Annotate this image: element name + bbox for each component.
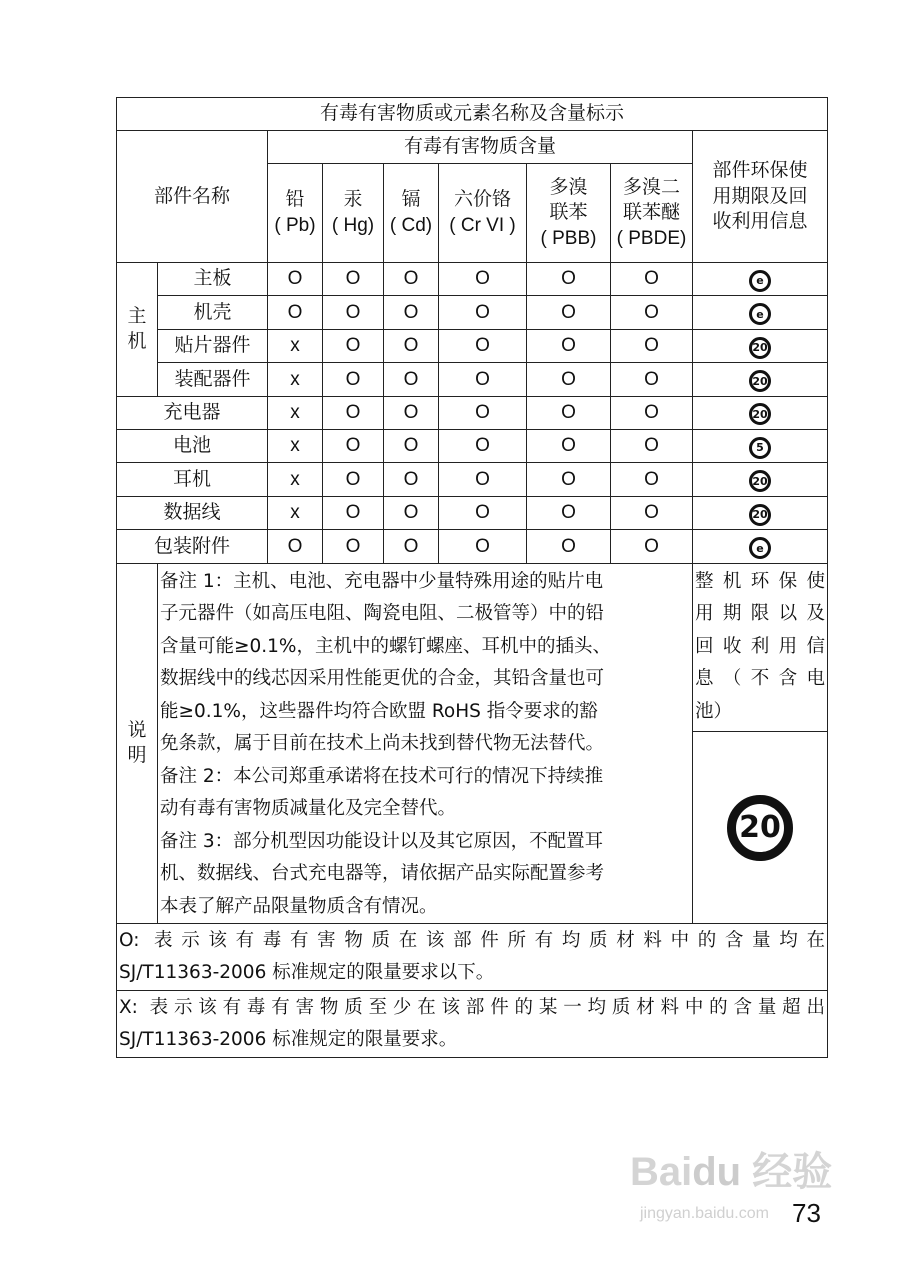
cell-line: 多溴二 bbox=[622, 175, 680, 198]
substance-header bbox=[527, 164, 611, 263]
env-note-line: 用期限以及 bbox=[695, 603, 825, 625]
substance-value: O bbox=[384, 530, 439, 563]
part-name: 主板 bbox=[158, 263, 268, 296]
env-icon-cell bbox=[693, 296, 828, 329]
substance-header bbox=[323, 164, 384, 263]
env-icon-cell bbox=[693, 329, 828, 362]
table-row bbox=[117, 496, 828, 529]
substance-value: O bbox=[323, 296, 384, 329]
substance-value: O bbox=[527, 329, 611, 362]
part-name-header: 部件名称 bbox=[117, 131, 268, 263]
substance-symbol: ( PBDE) bbox=[616, 227, 687, 249]
env-period-20-icon: 20 bbox=[749, 470, 771, 492]
group-label bbox=[117, 263, 158, 397]
substance-value: O bbox=[527, 496, 611, 529]
substance-value: O bbox=[611, 329, 693, 362]
cell-line: 明 bbox=[127, 744, 147, 767]
watermark-url: jingyan.baidu.com bbox=[640, 1205, 769, 1222]
substance-symbol: ( Pb) bbox=[274, 215, 316, 236]
cell-line: 联苯醚 bbox=[622, 201, 680, 224]
table-title: 有毒有害物质或元素名称及含量标示 bbox=[117, 98, 828, 131]
env-icon-cell bbox=[693, 396, 828, 429]
env-note-line: 池） bbox=[695, 700, 733, 722]
table-row bbox=[117, 530, 828, 563]
page-number: 73 bbox=[792, 1198, 821, 1228]
env-note-line: 回收利用信 bbox=[695, 635, 825, 657]
x-legend bbox=[117, 991, 828, 1058]
watermark-logo: Baidu 经验 bbox=[630, 1150, 833, 1194]
substance-value: O bbox=[384, 329, 439, 362]
substance-value: O bbox=[323, 329, 384, 362]
substance-value: O bbox=[611, 296, 693, 329]
substance-value: O bbox=[527, 263, 611, 296]
substance-value: O bbox=[323, 496, 384, 529]
content-group-header: 有毒有害物质含量 bbox=[268, 131, 693, 164]
note-line: 数据线中的线芯因采用性能更优的合金，其铅含量也可 bbox=[160, 668, 605, 690]
env-info-header bbox=[693, 131, 828, 263]
note-line: 备注 3：部分机型因功能设计以及其它原因，不配置耳 bbox=[160, 830, 604, 852]
table-row bbox=[117, 363, 828, 396]
note-line: 本表了解产品限量物质含有情况。 bbox=[160, 895, 438, 917]
substance-value: O bbox=[439, 263, 527, 296]
legend-line: O: 表示该有毒有害物质在该部件所有均质材料中的含量均在 bbox=[119, 930, 825, 952]
substance-value: O bbox=[527, 396, 611, 429]
substance-header bbox=[611, 164, 693, 263]
env-note-line: 息（不含电 bbox=[695, 668, 825, 690]
table-row bbox=[117, 463, 828, 496]
cell-line: 说 bbox=[127, 718, 147, 741]
env-period-20-icon: 20 bbox=[749, 504, 771, 526]
substance-header bbox=[439, 164, 527, 263]
substance-value: O bbox=[439, 396, 527, 429]
env-icon-cell bbox=[693, 429, 828, 462]
substance-value: O bbox=[384, 429, 439, 462]
substance-value: O bbox=[384, 463, 439, 496]
substance-value: O bbox=[527, 530, 611, 563]
substance-value: x bbox=[268, 463, 323, 496]
substance-value: O bbox=[611, 530, 693, 563]
cell-line: 联苯 bbox=[549, 201, 588, 224]
substance-value: O bbox=[323, 263, 384, 296]
substance-symbol: ( Hg) bbox=[331, 215, 375, 236]
substance-value: O bbox=[268, 296, 323, 329]
env-period-e-icon: e bbox=[749, 270, 771, 292]
note-line: 能≥0.1%，这些器件均符合欧盟 RoHS 指令要求的豁 bbox=[160, 700, 598, 722]
substance-symbol: ( Cr VI ) bbox=[449, 215, 516, 236]
table-row bbox=[117, 329, 828, 362]
substance-value: O bbox=[323, 429, 384, 462]
substance-value: O bbox=[527, 296, 611, 329]
substance-value: x bbox=[268, 329, 323, 362]
note-line: 子元器件（如高压电阻、陶瓷电阻、二极管等）中的铅 bbox=[160, 603, 605, 625]
part-name: 充电器 bbox=[117, 396, 268, 429]
substance-value: O bbox=[268, 263, 323, 296]
env-icon-cell bbox=[693, 363, 828, 396]
substance-value: O bbox=[527, 463, 611, 496]
env-period-e-icon: e bbox=[749, 303, 771, 325]
part-name: 数据线 bbox=[117, 496, 268, 529]
part-name: 贴片器件 bbox=[158, 329, 268, 362]
env-period-e-icon: e bbox=[749, 537, 771, 559]
note-line: 动有毒有害物质减量化及完全替代。 bbox=[160, 798, 457, 820]
hazardous-substance-table bbox=[116, 97, 828, 1058]
table-row bbox=[117, 296, 828, 329]
table-row bbox=[117, 429, 828, 462]
substance-value: O bbox=[527, 363, 611, 396]
part-name: 机壳 bbox=[158, 296, 268, 329]
env-period-20-icon: 20 bbox=[749, 403, 771, 425]
env-logo-cell bbox=[693, 732, 828, 924]
substance-value: O bbox=[611, 396, 693, 429]
notes-label bbox=[117, 563, 158, 924]
substance-value: O bbox=[611, 463, 693, 496]
cell-line: 多溴 bbox=[549, 175, 588, 198]
note-line: 备注 2：本公司郑重承诺将在技术可行的情况下持续推 bbox=[160, 765, 604, 787]
substance-value: O bbox=[384, 296, 439, 329]
legend-line: SJ/T11363-2006 标准规定的限量要求。 bbox=[119, 1029, 458, 1051]
substance-value: O bbox=[527, 429, 611, 462]
table-row bbox=[117, 263, 828, 296]
substance-value: x bbox=[268, 396, 323, 429]
env-icon-cell bbox=[693, 263, 828, 296]
substance-value: O bbox=[384, 496, 439, 529]
substance-value: O bbox=[611, 263, 693, 296]
substance-value: O bbox=[268, 530, 323, 563]
table-row bbox=[117, 396, 828, 429]
substance-header bbox=[384, 164, 439, 263]
env-period-20-icon: 20 bbox=[749, 370, 771, 392]
substance-value: O bbox=[439, 496, 527, 529]
substance-value: O bbox=[384, 263, 439, 296]
substance-value: x bbox=[268, 429, 323, 462]
env-info-line: 用期限及回 bbox=[712, 184, 808, 207]
note-line: 机、数据线、台式充电器等，请依据产品实际配置参考 bbox=[160, 863, 605, 885]
substance-value: O bbox=[384, 396, 439, 429]
substance-value: x bbox=[268, 496, 323, 529]
cell-line: 机 bbox=[127, 330, 147, 353]
env-info-line: 部件环保使 bbox=[712, 159, 808, 182]
legend-line: X: 表示该有毒有害物质至少在该部件的某一均质材料中的含量超出 bbox=[119, 997, 825, 1019]
note-line: 免条款，属于目前在技术上尚未找到替代物无法替代。 bbox=[160, 733, 605, 755]
substance-value: O bbox=[439, 363, 527, 396]
substance-value: O bbox=[439, 530, 527, 563]
substance-value: O bbox=[323, 363, 384, 396]
substance-symbol: ( PBB) bbox=[540, 227, 597, 249]
substance-value: O bbox=[439, 463, 527, 496]
substance-symbol: ( Cd) bbox=[389, 215, 433, 236]
note-line: 备注 1：主机、电池、充电器中少量特殊用途的贴片电 bbox=[160, 570, 604, 592]
substance-value: O bbox=[384, 363, 439, 396]
env-period-note bbox=[693, 563, 828, 732]
substance-value: O bbox=[611, 496, 693, 529]
env-info-line: 收利用信息 bbox=[712, 210, 808, 233]
substance-value: x bbox=[268, 363, 323, 396]
part-name: 包装附件 bbox=[117, 530, 268, 563]
o-legend bbox=[117, 924, 828, 991]
part-name: 电池 bbox=[117, 429, 268, 462]
substance-header bbox=[268, 164, 323, 263]
notes-row bbox=[117, 563, 828, 732]
cell-line: 主 bbox=[127, 304, 147, 327]
cell-line: 汞 bbox=[343, 188, 363, 211]
substance-value: O bbox=[439, 429, 527, 462]
substance-value: O bbox=[611, 363, 693, 396]
notes-text bbox=[158, 563, 693, 924]
substance-value: O bbox=[323, 463, 384, 496]
env-period-20-icon: 20 bbox=[727, 795, 793, 861]
cell-line: 镉 bbox=[401, 188, 421, 211]
env-note-line: 整机环保使 bbox=[695, 570, 825, 592]
env-icon-cell bbox=[693, 496, 828, 529]
substance-value: O bbox=[439, 329, 527, 362]
cell-line: 铅 bbox=[285, 188, 305, 211]
part-name: 装配器件 bbox=[158, 363, 268, 396]
cell-line: 六价铬 bbox=[453, 188, 511, 211]
substance-value: O bbox=[323, 396, 384, 429]
env-icon-cell bbox=[693, 530, 828, 563]
legend-line: SJ/T11363-2006 标准规定的限量要求以下。 bbox=[119, 962, 495, 984]
substance-value: O bbox=[611, 429, 693, 462]
env-icon-cell bbox=[693, 463, 828, 496]
note-line: 含量可能≥0.1%，主机中的螺钉螺座、耳机中的插头、 bbox=[160, 635, 612, 657]
env-period-5-icon: 5 bbox=[749, 437, 771, 459]
substance-value: O bbox=[323, 530, 384, 563]
substance-value: O bbox=[439, 296, 527, 329]
part-name: 耳机 bbox=[117, 463, 268, 496]
env-period-20-icon: 20 bbox=[749, 337, 771, 359]
